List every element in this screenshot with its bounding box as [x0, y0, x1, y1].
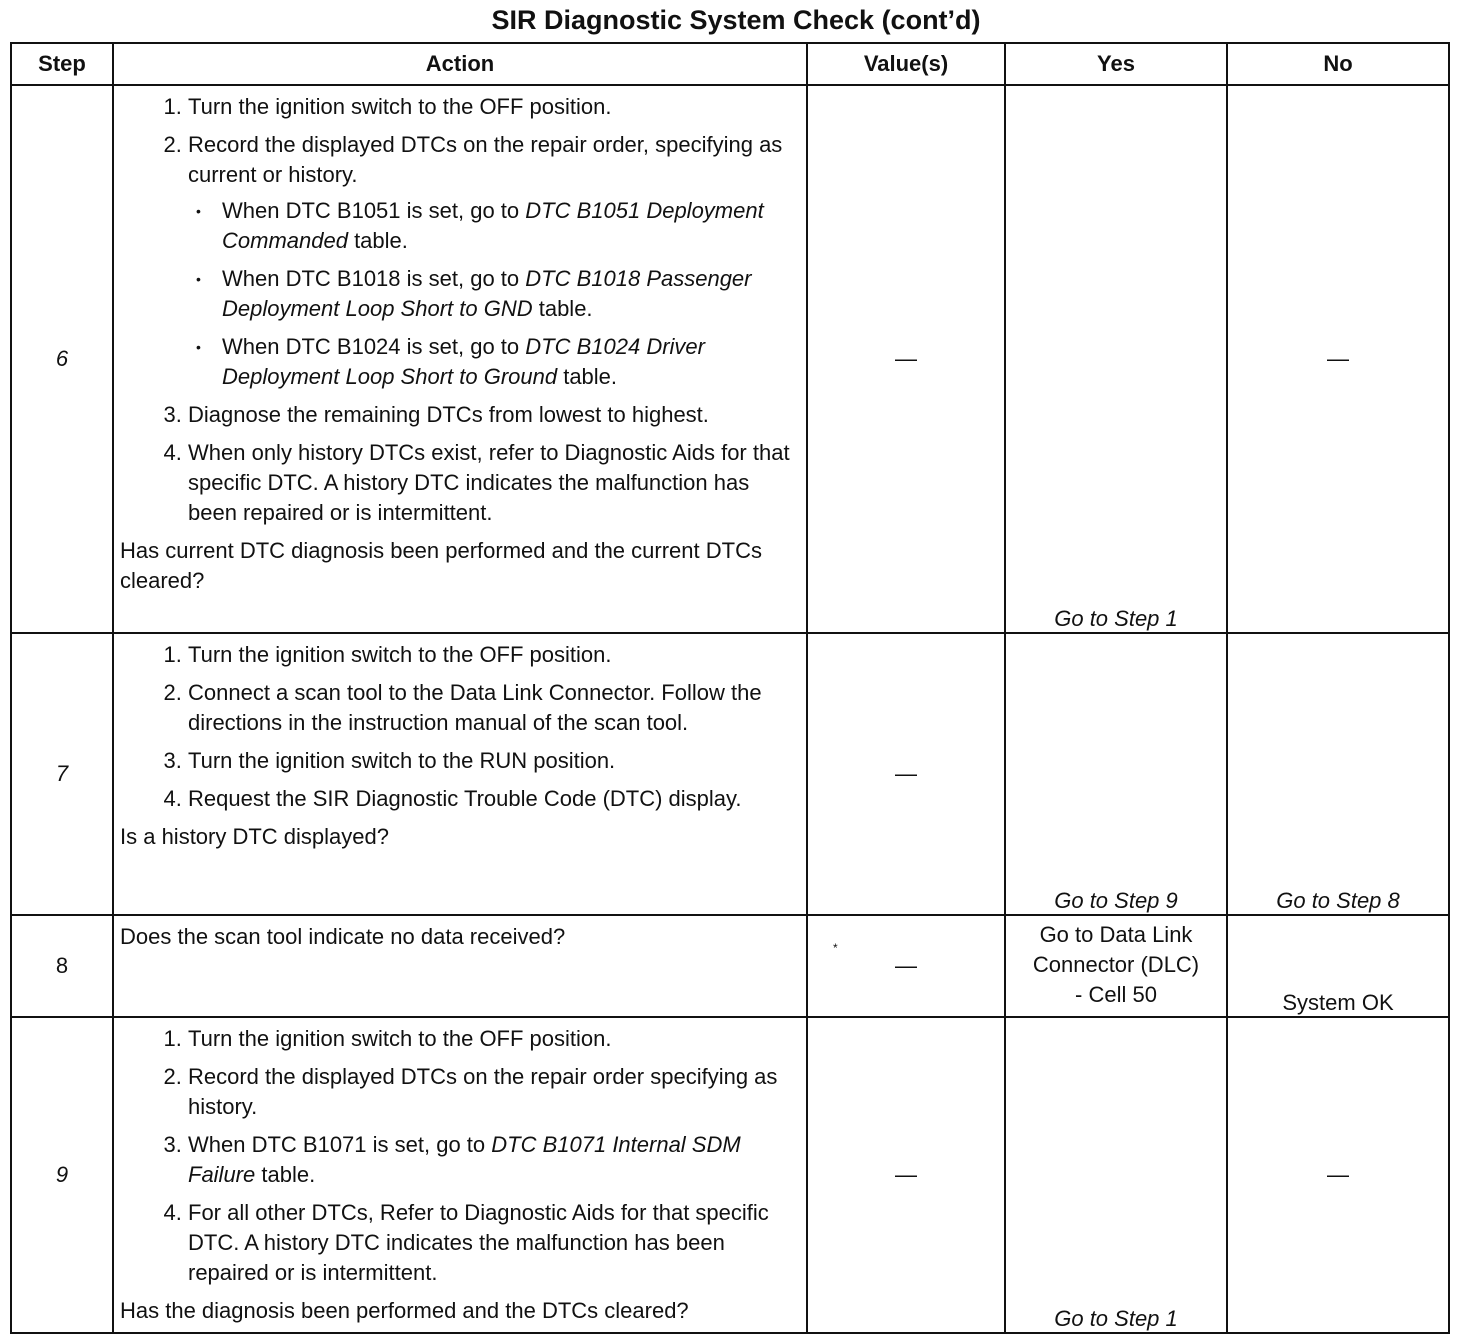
- action-cell: [113, 915, 807, 1017]
- action-step: 1. Turn the ignition switch to the OFF position.: [188, 1024, 800, 1054]
- action-step: 4. When only history DTCs exist, refer to Diagnostic Aids for that specific DTC. A history DTC indicates the malfunction has been repaired or is intermittent.: [188, 438, 800, 528]
- action-step: 3. Turn the ignition switch to the RUN position.: [188, 746, 800, 776]
- table-row-step-7: [11, 633, 1449, 915]
- value-cell: —: [807, 633, 1005, 915]
- value-cell: —: [807, 85, 1005, 633]
- yes-cell: Go to Step 1: [1005, 1017, 1227, 1333]
- action-step: 3. When DTC B1071 is set, go to DTC B1071 Internal SDM Failure table.: [188, 1130, 800, 1190]
- header-row: [11, 43, 1449, 85]
- action-step: 2. Record the displayed DTCs on the repair order specifying as history.: [188, 1062, 800, 1122]
- action-step: 2. Connect a scan tool to the Data Link Connector. Follow the directions in the instruction manual of the scan tool.: [188, 678, 800, 738]
- sub-item: • When DTC B1024 is set, go to DTC B1024 Driver Deployment Loop Short to Ground table.: [222, 332, 800, 392]
- yes-cell: Go to Step 9: [1005, 633, 1227, 915]
- action-steps: [120, 92, 800, 528]
- table-row-step-9: [11, 1017, 1449, 1333]
- action-steps: [120, 1024, 800, 1288]
- sub-list: [188, 196, 800, 392]
- table-row-step-8: [11, 915, 1449, 1017]
- action-question: Is a history DTC displayed?: [120, 824, 389, 849]
- action-step: 2. Record the displayed DTCs on the repair order, specifying as current or history. • When DTC B1051 is set, go to DTC B1051 Deployment Commanded table. • When DTC B1018 is set, go to DTC B1018 Passenger Deployment Loop Short to GND table. • When DTC B1024 is set, go to DTC B1024 Driver Deployment Loop Short to Ground table.: [188, 130, 800, 392]
- sub-item: • When DTC B1051 is set, go to DTC B1051 Deployment Commanded table.: [222, 196, 800, 256]
- header-no: No: [1227, 43, 1449, 85]
- value-cell: * —: [807, 915, 1005, 1017]
- header-yes: Yes: [1005, 43, 1227, 85]
- page-title: SIR Diagnostic System Check (cont’d): [491, 5, 981, 35]
- action-step: 1. Turn the ignition switch to the OFF position.: [188, 92, 800, 122]
- yes-cell: Go to Data Link Connector (DLC) - Cell 50: [1005, 915, 1227, 1017]
- no-cell: System OK: [1227, 915, 1449, 1017]
- yes-cell: Go to Step 1: [1005, 85, 1227, 633]
- action-question: Has the diagnosis been performed and the DTCs cleared?: [120, 1298, 689, 1323]
- header-step: Step: [11, 43, 113, 85]
- action-cell: [113, 85, 807, 633]
- action-step: 4. Request the SIR Diagnostic Trouble Code (DTC) display.: [188, 784, 800, 814]
- step-number: 9: [11, 1017, 113, 1333]
- header-action: Action: [113, 43, 807, 85]
- action-steps: [120, 640, 800, 814]
- action-cell: [113, 1017, 807, 1333]
- action-cell: [113, 633, 807, 915]
- action-question: Does the scan tool indicate no data received?: [120, 924, 566, 949]
- diagnostic-table: [10, 42, 1450, 1334]
- value-cell: —: [807, 1017, 1005, 1333]
- no-cell: Go to Step 8: [1227, 633, 1449, 915]
- header-values: Value(s): [807, 43, 1005, 85]
- asterisk-mark: *: [833, 941, 838, 955]
- step-number: 7: [11, 633, 113, 915]
- table-row-step-6: [11, 85, 1449, 633]
- sub-item: • When DTC B1018 is set, go to DTC B1018 Passenger Deployment Loop Short to GND table.: [222, 264, 800, 324]
- action-step: 3. Diagnose the remaining DTCs from lowest to highest.: [188, 400, 800, 430]
- step-number: 8: [11, 915, 113, 1017]
- action-step: 1. Turn the ignition switch to the OFF position.: [188, 640, 800, 670]
- action-step: 4. For all other DTCs, Refer to Diagnostic Aids for that specific DTC. A history DTC indicates the malfunction has been repaired or is intermittent.: [188, 1198, 800, 1288]
- step-number: 6: [11, 85, 113, 633]
- no-cell: —: [1227, 1017, 1449, 1333]
- action-question: Has current DTC diagnosis been performed and the current DTCs cleared?: [120, 538, 762, 593]
- no-cell: —: [1227, 85, 1449, 633]
